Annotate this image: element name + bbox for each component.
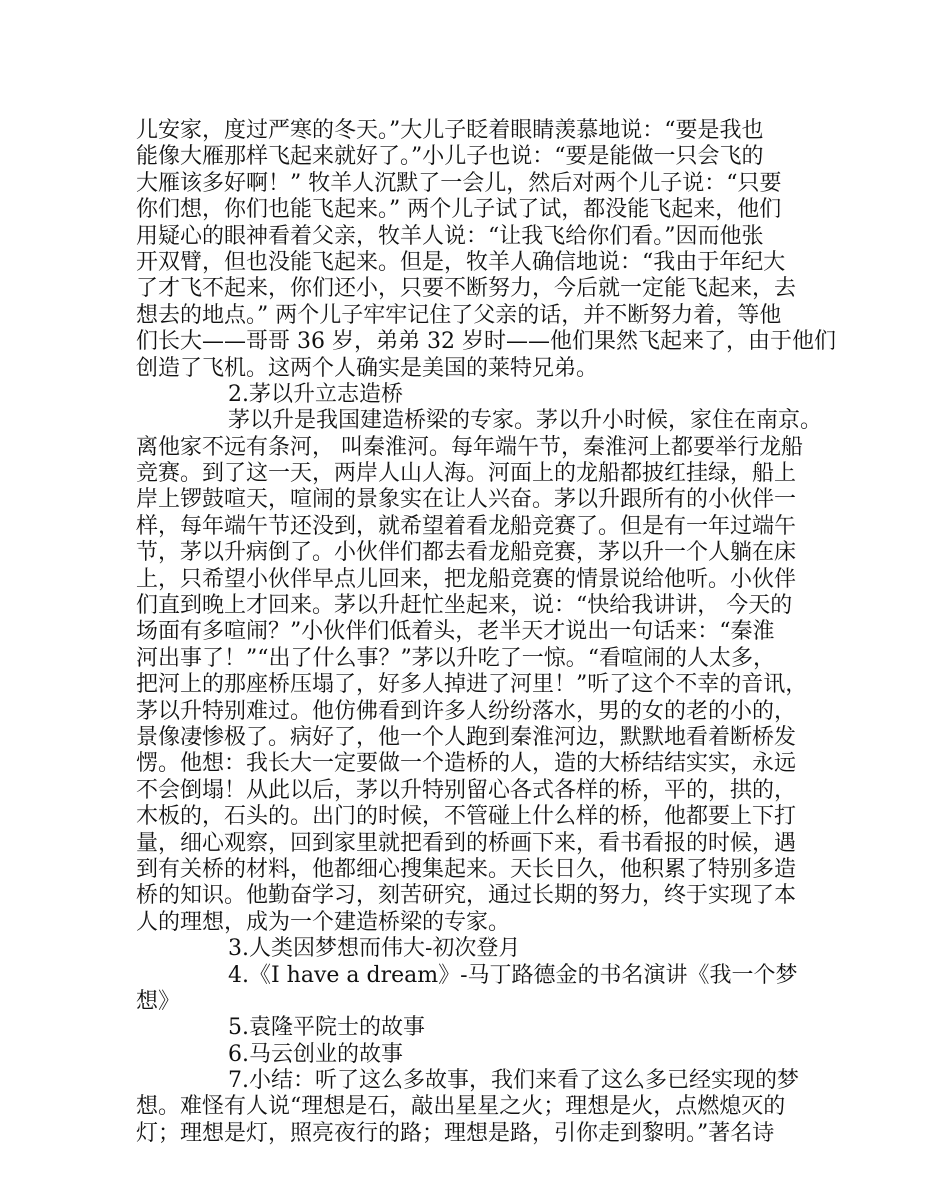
text-line: 不会倒塌！从此以后，茅以升特别留心各式各样的桥，平的，拱的，	[136, 777, 797, 803]
text-line: 竞赛。到了这一天，两岸人山人海。河面上的龙船都披红挂绿，船上	[136, 461, 797, 487]
text-line: 茅以升是我国建造桥梁的专家。茅以升小时候，家住在南京。	[228, 408, 823, 434]
text-line: 灯；理想是灯，照亮夜行的路；理想是路，引你走到黎明。”著名诗	[136, 1120, 775, 1146]
text-line: 大雁该多好啊！” 牧羊人沉默了一会儿，然后对两个儿子说：“只要	[136, 170, 782, 196]
document-body	[136, 118, 836, 1147]
text-line: 能像大雁那样飞起来就好了。”小儿子也说：“要是能做一只会飞的	[136, 144, 764, 170]
text-line: 你们想，你们也能飞起来。” 两个儿子试了试，都没能飞起来，他们	[136, 197, 782, 223]
text-line: 创造了飞机。这两个人确实是美国的莱特兄弟。	[136, 355, 599, 381]
text-line: 儿安家，度过严寒的冬天。”大儿子眨着眼睛羡慕地说：“要是我也	[136, 118, 764, 143]
text-line: 量，细心观察，回到家里就把看到的桥画下来，看书看报的时候，遇	[136, 830, 797, 856]
text-line: 场面有多喧闹？”小伙伴们低着头，老半天才说出一句话来：“秦淮	[136, 619, 775, 645]
text-line: 河出事了！”“出了什么事？”茅以升吃了一惊。“看喧闹的人太多，	[136, 645, 775, 671]
text-line: 到有关桥的材料，他都细心搜集起来。天长日久，他积累了特别多造	[136, 856, 797, 882]
text-line: 们长大——哥哥 36 岁，弟弟 32 岁时——他们果然飞起来了，由于他们	[136, 329, 836, 355]
text-line: 开双臂，但也没能飞起来。但是，牧羊人确信地说：“我由于年纪大	[136, 249, 786, 275]
text-line: 景像凄惨极了。病好了，他一个人跑到秦淮河边，默默地看着断桥发	[136, 724, 797, 750]
text-line: 们直到晚上才回来。茅以升赶忙坐起来，说：“快给我讲讲， 今天的	[136, 593, 793, 619]
text-line: 想去的地点。” 两个儿子牢牢记住了父亲的话，并不断努力着，等他	[136, 302, 782, 328]
text-line: 5.袁隆平院士的故事	[228, 1015, 425, 1041]
text-line: 了才飞不起来，你们还小，只要不断努力，今后就一定能飞起来，去	[136, 276, 797, 302]
text-line: 节，茅以升病倒了。小伙伴们都去看龙船竞赛，茅以升一个人躺在床	[136, 540, 797, 566]
text-line: 用疑心的眼神看着父亲，牧羊人说：“让我飞给你们看。”因而他张	[136, 223, 764, 249]
text-line: 4.《I have a dream》-马丁路德金的书名演讲《我一个梦	[228, 962, 798, 988]
text-line: 7.小结：听了这么多故事，我们来看了这么多已经实现的梦	[228, 1068, 799, 1094]
text-line: 把河上的那座桥压塌了，好多人掉进了河里！”听了这个不幸的音讯，	[136, 672, 808, 698]
text-line: 人的理想，成为一个建造桥梁的专家。	[136, 909, 511, 935]
text-line: 愣。他想：我长大一定要做一个造桥的人，造的大桥结结实实，永远	[136, 751, 797, 777]
text-line: 桥的知识。他勤奋学习，刻苦研究，通过长期的努力，终于实现了本	[136, 883, 797, 909]
text-line: 茅以升特别难过。他仿佛看到许多人纷纷落水，男的女的老的小的，	[136, 698, 797, 724]
text-line: 2.茅以升立志造桥	[228, 381, 403, 407]
text-line: 3.人类因梦想而伟大-初次登月	[228, 936, 521, 962]
text-line: 离他家不远有条河， 叫秦淮河。每年端午节，秦淮河上都要举行龙船	[136, 434, 803, 460]
text-line: 6.马云创业的故事	[228, 1041, 403, 1067]
text-line: 样，每年端午节还没到，就希望着看龙船竞赛了。但是有一年过端午	[136, 513, 797, 539]
text-line: 木板的，石头的。出门的时候，不管碰上什么样的桥，他都要上下打	[136, 804, 797, 830]
text-line: 上，只希望小伙伴早点儿回来，把龙船竞赛的情景说给他听。小伙伴	[136, 566, 797, 592]
text-line: 岸上锣鼓喧天，喧闹的景象实在让人兴奋。茅以升跟所有的小伙伴一	[136, 487, 797, 513]
text-line: 想》	[136, 988, 181, 1014]
text-line: 想。难怪有人说“理想是石，敲出星星之火；理想是火，点燃熄灭的	[136, 1094, 786, 1120]
